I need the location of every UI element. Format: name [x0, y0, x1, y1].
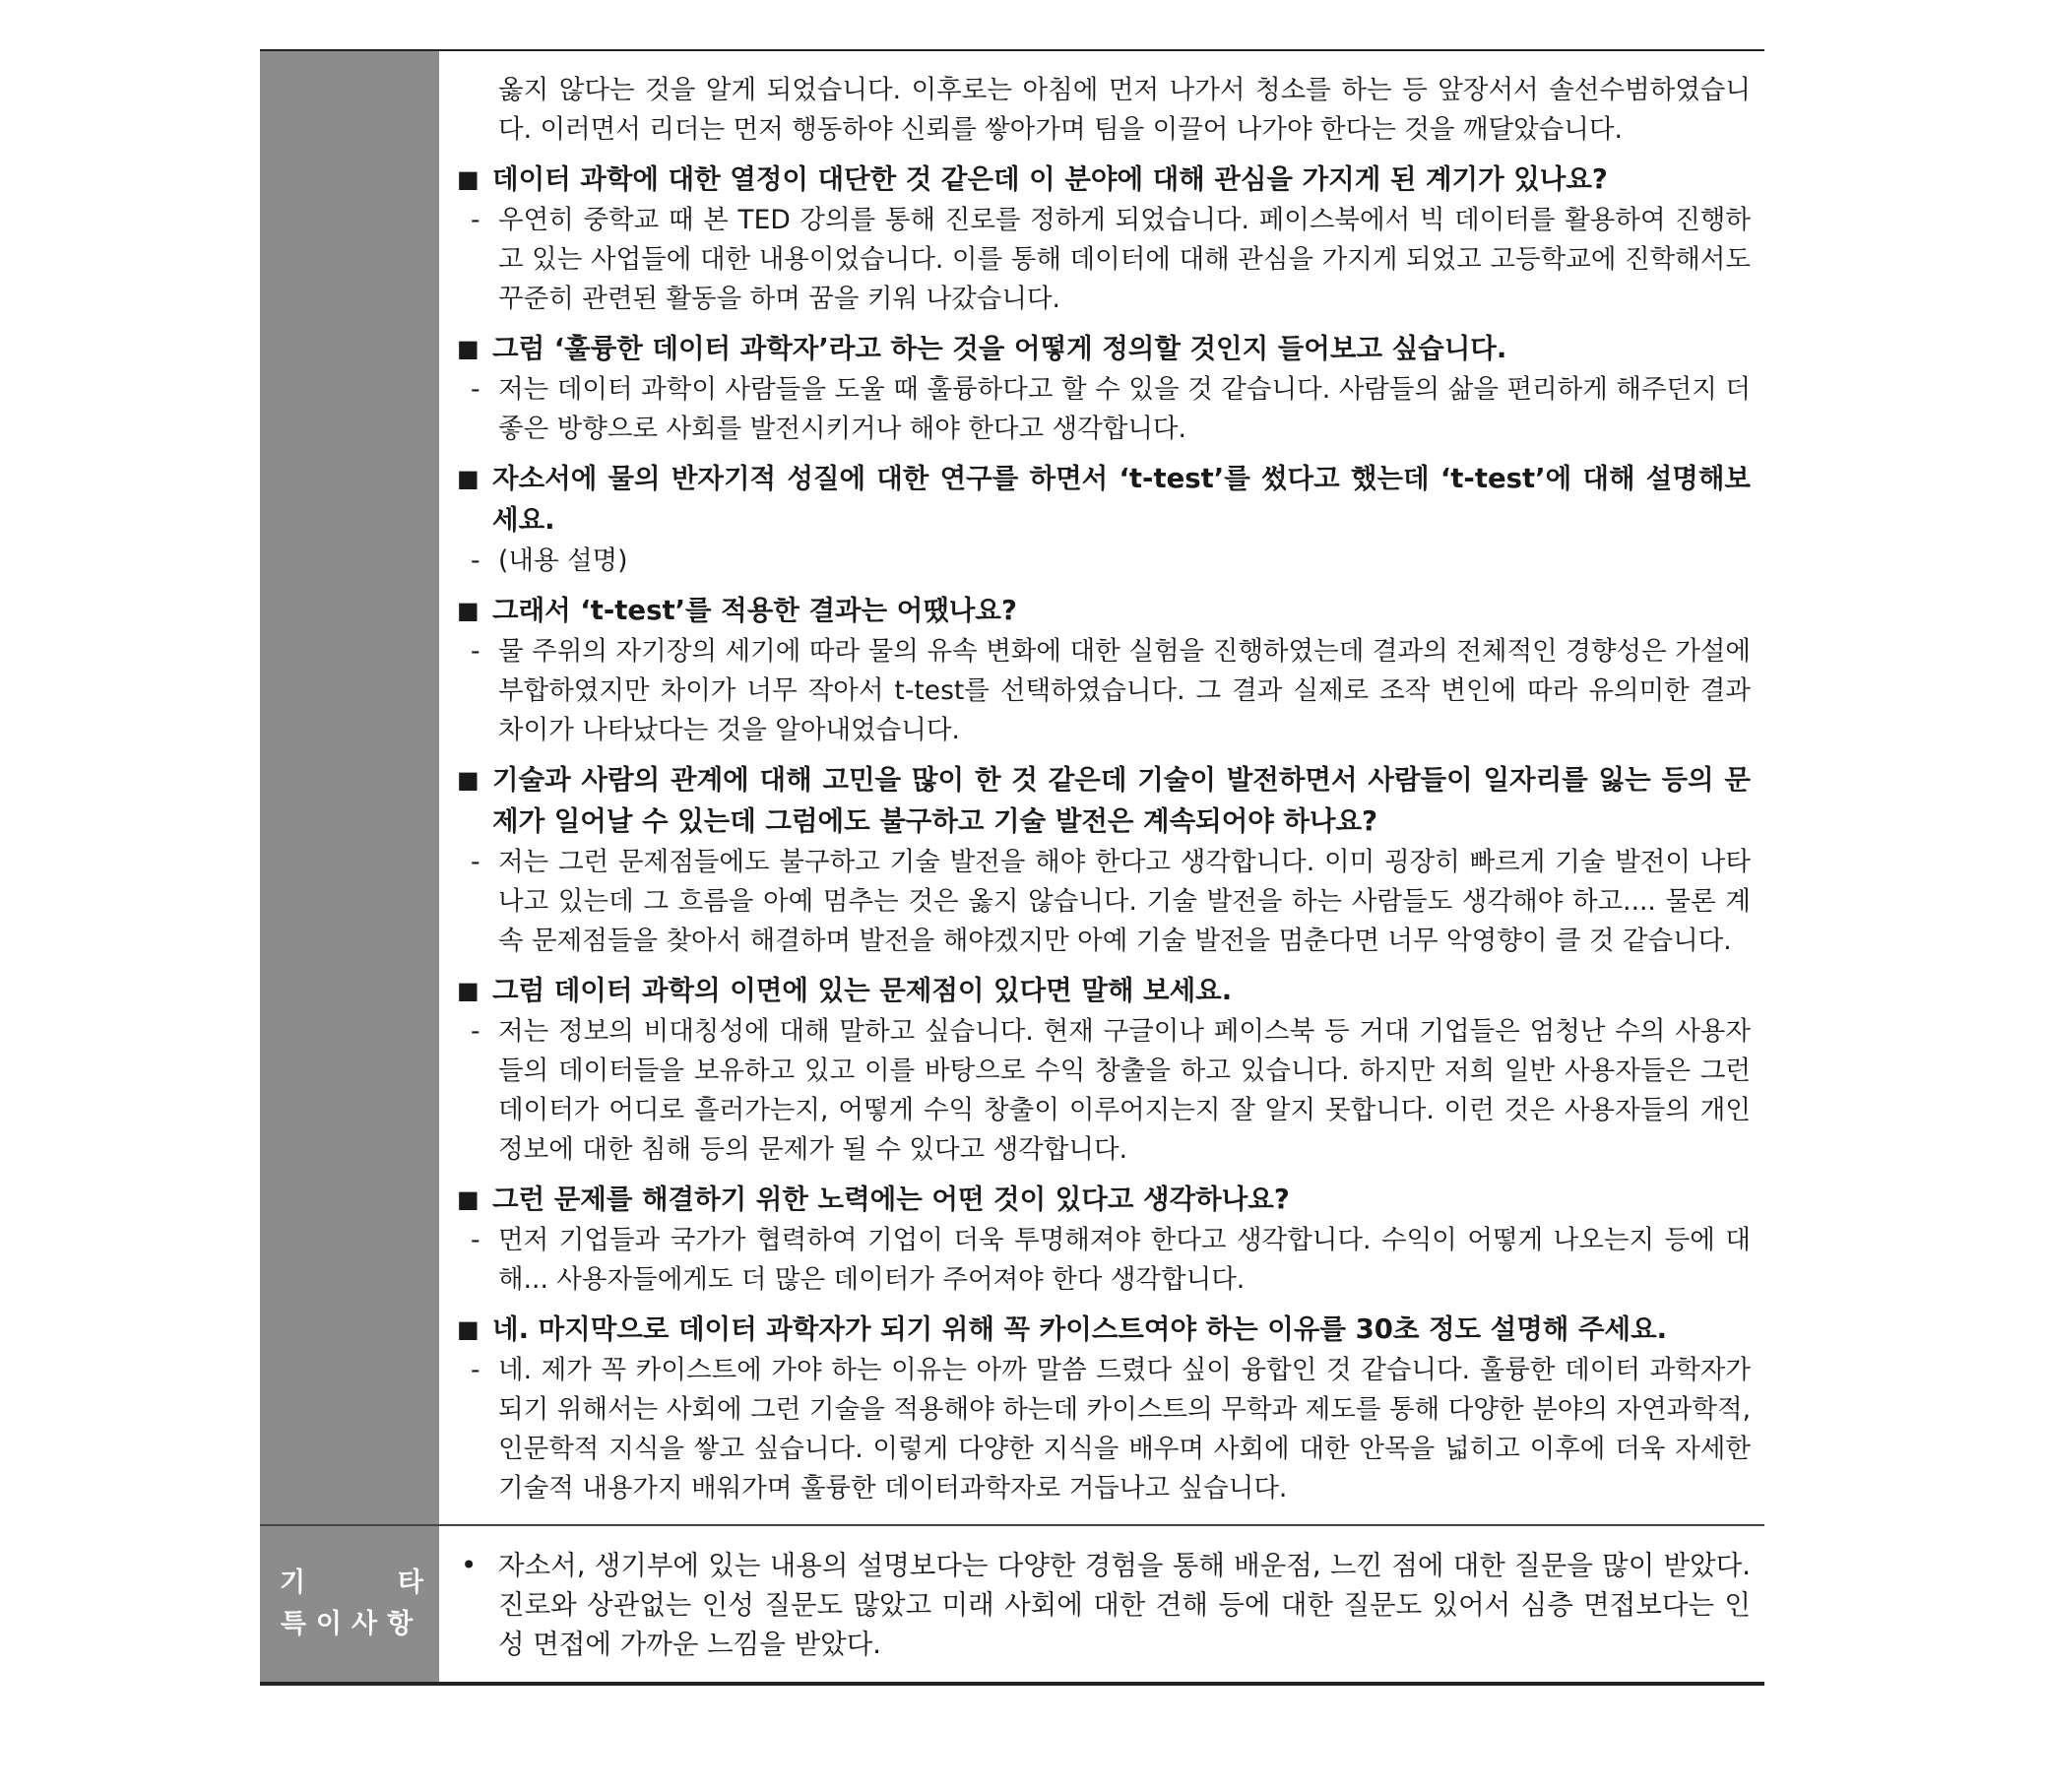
square-bullet-icon: ■	[457, 597, 480, 624]
etc-label-text: 특이사항	[280, 1609, 423, 1639]
answer-text: 물 주위의 자기장의 세기에 따라 물의 유속 변화에 대한 실험을 진행하였는데 결과의 전체적인 경향성은 가설에 부합하였지만 차이가 너무 작아서 t-test를 선택하였습니다. 그 결과 실제로 조작 변인에 따라 유의미한 결과 차이가 나타났다는 것을 알아내었습니다.	[498, 636, 1751, 745]
etc-content	[439, 1526, 1764, 1682]
etc-label-char-2: 타	[397, 1568, 423, 1598]
dash-marker: -	[471, 205, 480, 235]
etc-note	[455, 1540, 1751, 1668]
qa-item-7	[455, 1179, 1751, 1300]
bullet-icon: •	[461, 1550, 478, 1581]
dash-marker: -	[471, 636, 480, 667]
question-text: 기술과 사람의 관계에 대해 고민을 많이 한 것 같은데 기술이 발전하면서 사람들이 일자리를 잃는 등의 문제가 일어날 수 있는데 그럼에도 불구하고 기술 발전은 계속되어야 하나요?	[492, 764, 1751, 837]
question-text: 그럼 데이터 과학의 이면에 있는 문제점이 있다면 말해 보세요.	[492, 975, 1233, 1006]
square-bullet-icon: ■	[457, 766, 480, 794]
qa-item-4	[455, 590, 1751, 750]
interview-row	[260, 51, 1764, 1524]
dash-marker: -	[471, 374, 480, 405]
answer-text: 먼저 기업들과 국가가 협력하여 기업이 더욱 투명해져야 한다고 생각합니다. 수익이 어떻게 나오는지 등에 대해... 사용자들에게도 더 많은 데이터가 주어져야 한다 생각합니다.	[498, 1225, 1751, 1295]
answer-text: 저는 정보의 비대칭성에 대해 말하고 싶습니다. 현재 구글이나 페이스북 등 거대 기업들은 엄청난 수의 사용자들의 데이터들을 보유하고 있고 이를 바탕으로 수익 창출을 하고 있습니다. 하지만 저희 일반 사용자들은 그런 데이터가 어디로 흘러가는지, 어떻게 수익 창출이 이루어지는지 잘 알지 못합니다. 이런 것은 사용자들의 개인정보에 대한 침해 등의 문제가 될 수 있다고 생각합니다.	[498, 1016, 1751, 1165]
question-text: 그래서 ‘t-test’를 적용한 결과는 어땠나요?	[492, 595, 1017, 626]
question-text: 데이터 과학에 대한 열정이 대단한 것 같은데 이 분야에 대해 관심을 가지게 된 계기가 있나요?	[492, 163, 1608, 195]
etc-label-char-1: 기	[280, 1568, 306, 1598]
qa-item-2	[455, 328, 1751, 449]
interview-table	[260, 49, 1764, 1686]
interview-content	[439, 51, 1764, 1524]
question-text: 그럼 ‘훌륭한 데이터 과학자’라고 하는 것을 어떻게 정의할 것인지 들어보고 싶습니다.	[492, 333, 1507, 364]
question-text: 네. 마지막으로 데이터 과학자가 되기 위해 꼭 카이스트여야 하는 이유를 30초 정도 설명해 주세요.	[492, 1313, 1668, 1345]
dash-marker: -	[471, 1016, 480, 1047]
answer-text: 저는 그런 문제점들에도 불구하고 기술 발전을 해야 한다고 생각합니다. 이미 굉장히 빠르게 기술 발전이 나타나고 있는데 그 흐름을 아예 멈추는 것은 옳지 않습니다. 기술 발전을 하는 사람들도 생각해야 하고.... 물론 계속 문제점들을 찾아서 해결하며 발전을 해야겠지만 아예 기술 발전을 멈춘다면 너무 악영향이 클 것 같습니다.	[498, 847, 1751, 956]
dash-marker: -	[471, 1225, 480, 1255]
answer-text: (내용 설명)	[498, 545, 628, 576]
etc-row	[260, 1526, 1764, 1682]
square-bullet-icon: ■	[457, 465, 480, 492]
dash-marker: -	[471, 545, 480, 576]
answer-text: 우연히 중학교 때 본 TED 강의를 통해 진로를 정하게 되었습니다. 페이스북에서 빅 데이터를 활용하여 진행하고 있는 사업들에 대한 내용이었습니다. 이를 통해 데이터에 대해 관심을 가지게 되었고 고등학교에 진학해서도 꾸준히 관련된 활동을 하며 꿈을 키워 나갔습니다.	[498, 205, 1751, 314]
qa-item-6	[455, 970, 1751, 1170]
square-bullet-icon: ■	[457, 335, 480, 362]
square-bullet-icon: ■	[457, 165, 480, 193]
etc-label-cell	[260, 1526, 439, 1682]
square-bullet-icon: ■	[457, 977, 480, 1004]
qa-item-8	[455, 1309, 1751, 1508]
square-bullet-icon: ■	[457, 1185, 480, 1213]
etc-label-line-1	[280, 1563, 423, 1604]
qa-item-5	[455, 759, 1751, 961]
qa-item-1	[455, 159, 1751, 319]
dash-marker: -	[471, 1355, 480, 1385]
answer-text: 네. 제가 꼭 카이스트에 가야 하는 이유는 아까 말씀 드렸다 싶이 융합인 것 같습니다. 훌륭한 데이터 과학자가 되기 위해서는 사회에 그런 기술을 적용해야 하는데 카이스트의 무학과 제도를 통해 다양한 분야의 자연과학적, 인문학적 지식을 쌓고 싶습니다. 이렇게 다양한 지식을 배우며 사회에 대한 안목을 넓히고 이후에 더욱 자세한 기술적 내용가지 배워가며 훌륭한 데이터과학자로 거듭나고 싶습니다.	[498, 1355, 1751, 1504]
question-text: 자소서에 물의 반자기적 성질에 대한 연구를 하면서 ‘t-test’를 썼다고 했는데 ‘t-test’에 대해 설명해보세요.	[492, 463, 1751, 536]
qa-item-3	[455, 458, 1751, 581]
etc-label-line-2	[280, 1604, 423, 1645]
question-text: 그런 문제를 해결하기 위한 노력에는 어떤 것이 있다고 생각하나요?	[492, 1184, 1290, 1215]
square-bullet-icon: ■	[457, 1315, 480, 1343]
answer-text: 저는 데이터 과학이 사람들을 도울 때 훌륭하다고 할 수 있을 것 같습니다. 사람들의 삶을 편리하게 해주던지 더 좋은 방향으로 사회를 발전시키거나 해야 한다고 생각합니다.	[498, 374, 1751, 444]
answer-continuation: 옳지 않다는 것을 알게 되었습니다. 이후로는 아침에 먼저 나가서 청소를 하는 등 앞장서서 솔선수범하였습니다. 이러면서 리더는 먼저 행동하야 신뢰를 쌓아가며 팀을 이끌어 나가야 한다는 것을 깨달았습니다.	[498, 75, 1751, 145]
row-label-cell	[260, 51, 439, 1524]
table-bottom-rule	[260, 1682, 1764, 1686]
etc-note-text: 자소서, 생기부에 있는 내용의 설명보다는 다양한 경험을 통해 배운점, 느낀 점에 대한 질문을 많이 받았다. 진로와 상관없는 인성 질문도 많았고 미래 사회에 대한 견해 등에 대한 질문도 있어서 심층 면접보다는 인성 면접에 가까운 느낌을 받았다.	[498, 1550, 1751, 1660]
dash-marker: -	[471, 847, 480, 877]
